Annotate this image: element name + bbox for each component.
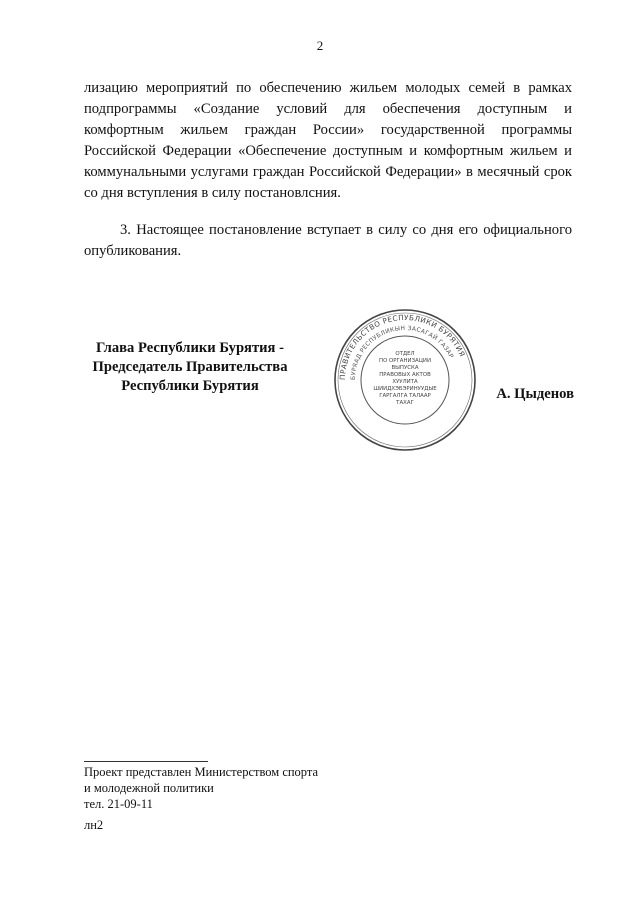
footnote-line: тел. 21-09-11 <box>84 797 153 811</box>
signatory-title-line: Республики Бурятия <box>121 378 259 394</box>
seal-center-line: ПО ОРГАНИЗАЦИИ <box>379 358 431 364</box>
seal-center-line: ОТДЕЛ <box>395 351 415 357</box>
signatory-title-line: Председатель Правительства <box>92 359 288 375</box>
official-seal-stamp <box>330 305 480 455</box>
signatory-title <box>74 339 306 396</box>
seal-center-line: ХУУЛИТА <box>392 379 418 385</box>
document-code: лн2 <box>84 818 104 832</box>
seal-center-line: ПРАВОВЫХ АКТОВ <box>379 372 431 378</box>
page-number: 2 <box>316 38 324 53</box>
footnote-line: и молодежной политики <box>84 781 214 795</box>
signatory-title-line: Глава Республики Бурятия - <box>96 340 284 356</box>
paragraph-effective-date: 3. Настоящее постановление вступает в силу со дня его официального опубликования. <box>84 222 572 259</box>
seal-inner-ring-text: БУРЯАД РЕСПУБЛИКЫН ЗАСАГАЙ ГАЗАР <box>349 324 455 381</box>
footnote-line: Проект представлен Министерством спорта <box>84 765 319 779</box>
seal-center-line: ВЫПУСКА <box>391 365 419 371</box>
footnote <box>84 764 484 812</box>
signer-name: А. Цыденов <box>496 386 574 402</box>
paragraph-continuation: лизацию мероприятий по обеспечению жильем молодых семей в рамках подпрограммы «Создание условий для обеспечения доступным и комфортным жильем граждан России» государственной программы Российской Федерации «Обеспечение доступным и комфортным жильем и коммунальными услугами граждан Российской Федерации» в месячный срок со дня вступления в силу постановлсния. <box>84 80 572 201</box>
seal-center-line: ГАРГАЛГА ТАЛААР <box>379 393 431 399</box>
footnote-divider <box>84 761 208 762</box>
seal-center-line: ТАХАГ <box>396 400 414 406</box>
seal-center-line: ШИИДХЭБЭРИНУУДЫЕ <box>373 386 437 392</box>
seal-outer-ring-text: ПРАВИТЕЛЬСТВО РЕСПУБЛИКИ БУРЯТИЯ <box>337 312 468 381</box>
